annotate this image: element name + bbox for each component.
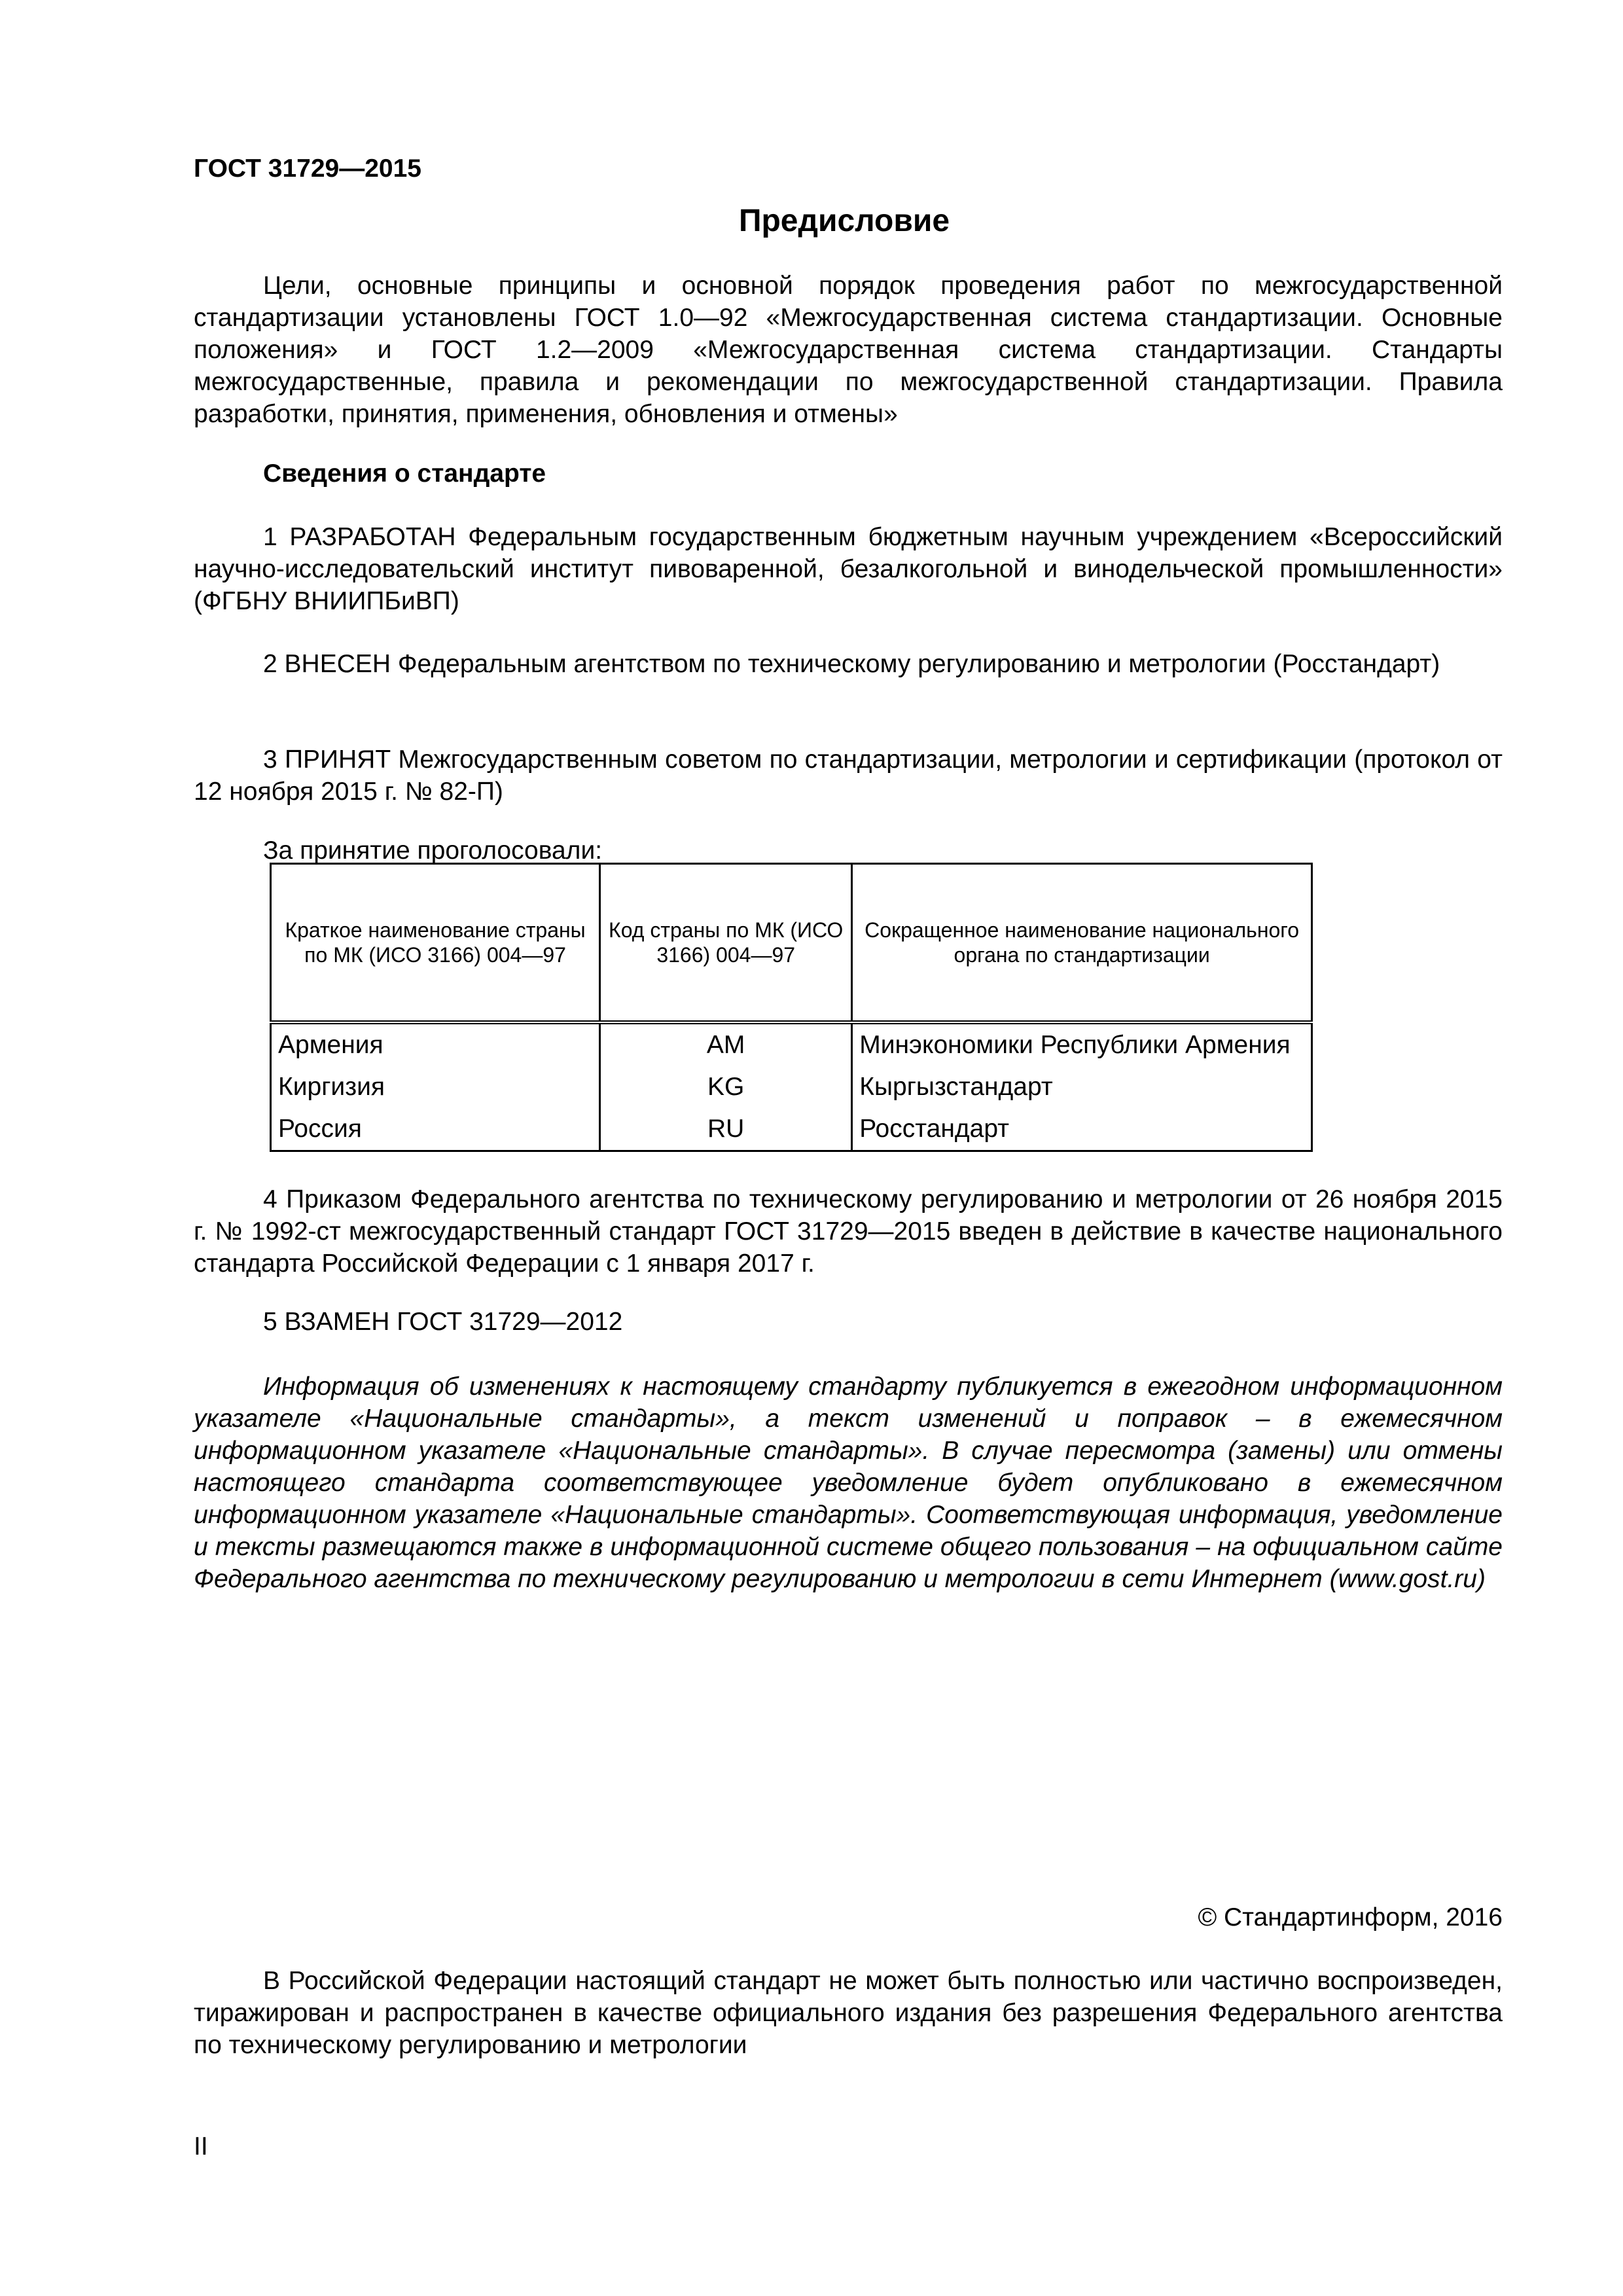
code-cell: RU [600, 1108, 852, 1151]
changes-notice: Информация об изменениях к настоящему стандарту публикуется в ежегодном информационном указателе «Национальные стандарты», а текст изменений и поправок – в ежемесячном информационном указателе «Национальные стандарты». В случае пересмотра (замены) или отмены настоящего стандарта соответствующее уведомление будет опубликовано в ежемесячном информационном указателе «Национальные стандарты». Соответствующая информация, уведомление и тексты размещаются также в информационной системе общего пользования – на официальном сайте Федерального агентства по техническому регулированию и метрологии в сети Интернет (www.gost.ru) [194, 1372, 1503, 1593]
voting-table [270, 863, 1313, 1152]
item-replaces: 5 ВЗАМЕН ГОСТ 31729—2012 [263, 1308, 623, 1336]
item-adopted: 3 ПРИНЯТ Межгосударственным советом по стандартизации, метрологии и сертификации (протокол от 12 ноября 2015 г. № 82-П) [194, 745, 1503, 806]
table-row [271, 1066, 1312, 1108]
section-heading: Сведения о стандарте [263, 459, 546, 488]
body-cell: Минэкономики Республики Армения [852, 1022, 1312, 1066]
table-row [271, 1022, 1312, 1066]
body-cell: Кыргызстандарт [852, 1066, 1312, 1108]
item-enacted: 4 Приказом Федерального агентства по техническому регулированию и метрологии от 26 ноября 2015 г. № 1992-ст межгосударственный стандарт ГОСТ 31729—2015 введен в действие в качестве национального стандарта Российской Федерации с 1 января 2017 г. [194, 1185, 1503, 1278]
intro-paragraph: Цели, основные принципы и основной порядок проведения работ по межгосударственной стандартизации установлены ГОСТ 1.0—92 «Межгосударственная система стандартизации. Основные положения» и ГОСТ 1.2—2009 «Межгосударственная система стандартизации. Стандарты межгосударственные, правила и рекомендации по межгосударственной стандартизации. Правила разработки, принятия, применения, обновления и отмены» [194, 272, 1503, 428]
copyright-notice: © Стандартинформ, 2016 [1198, 1903, 1503, 1931]
code-cell: AM [600, 1022, 852, 1066]
table-row [271, 1108, 1312, 1151]
country-cell: Армения [271, 1022, 600, 1066]
country-cell: Россия [271, 1108, 600, 1151]
country-cell: Киргизия [271, 1066, 600, 1108]
column-header-code: Код страны по МК (ИСО 3166) 004—97 [600, 864, 852, 1023]
item-developed: 1 РАЗРАБОТАН Федеральным государственным бюджетным научным учреждением «Всероссийский научно-исследовательский институт пивоваренной, безалкогольной и винодельческой промышленности» (ФГБНУ ВНИИПБиВП) [194, 523, 1503, 615]
document-code: ГОСТ 31729—2015 [194, 154, 421, 183]
page-title: Предисловие [738, 204, 950, 238]
page-number: II [194, 2132, 208, 2161]
voted-label: За принятие проголосовали: [263, 836, 603, 865]
column-header-body: Сокращенное наименование национального органа по стандартизации [852, 864, 1312, 1023]
item-introduced: 2 ВНЕСЕН Федеральным агентством по техническому регулированию и метрологии (Росстандарт) [263, 650, 1440, 678]
body-cell: Росстандарт [852, 1108, 1312, 1151]
table-header-row [271, 864, 1312, 1023]
code-cell: KG [600, 1066, 852, 1108]
column-header-country: Краткое наименование страны по МК (ИСО 3166) 004—97 [271, 864, 600, 1023]
reproduction-restriction: В Российской Федерации настоящий стандарт не может быть полностью или частично воспроизведен, тиражирован и распространен в качестве официального издания без разрешения Федерального агентства по техническому регулированию и метрологии [194, 1967, 1503, 2059]
